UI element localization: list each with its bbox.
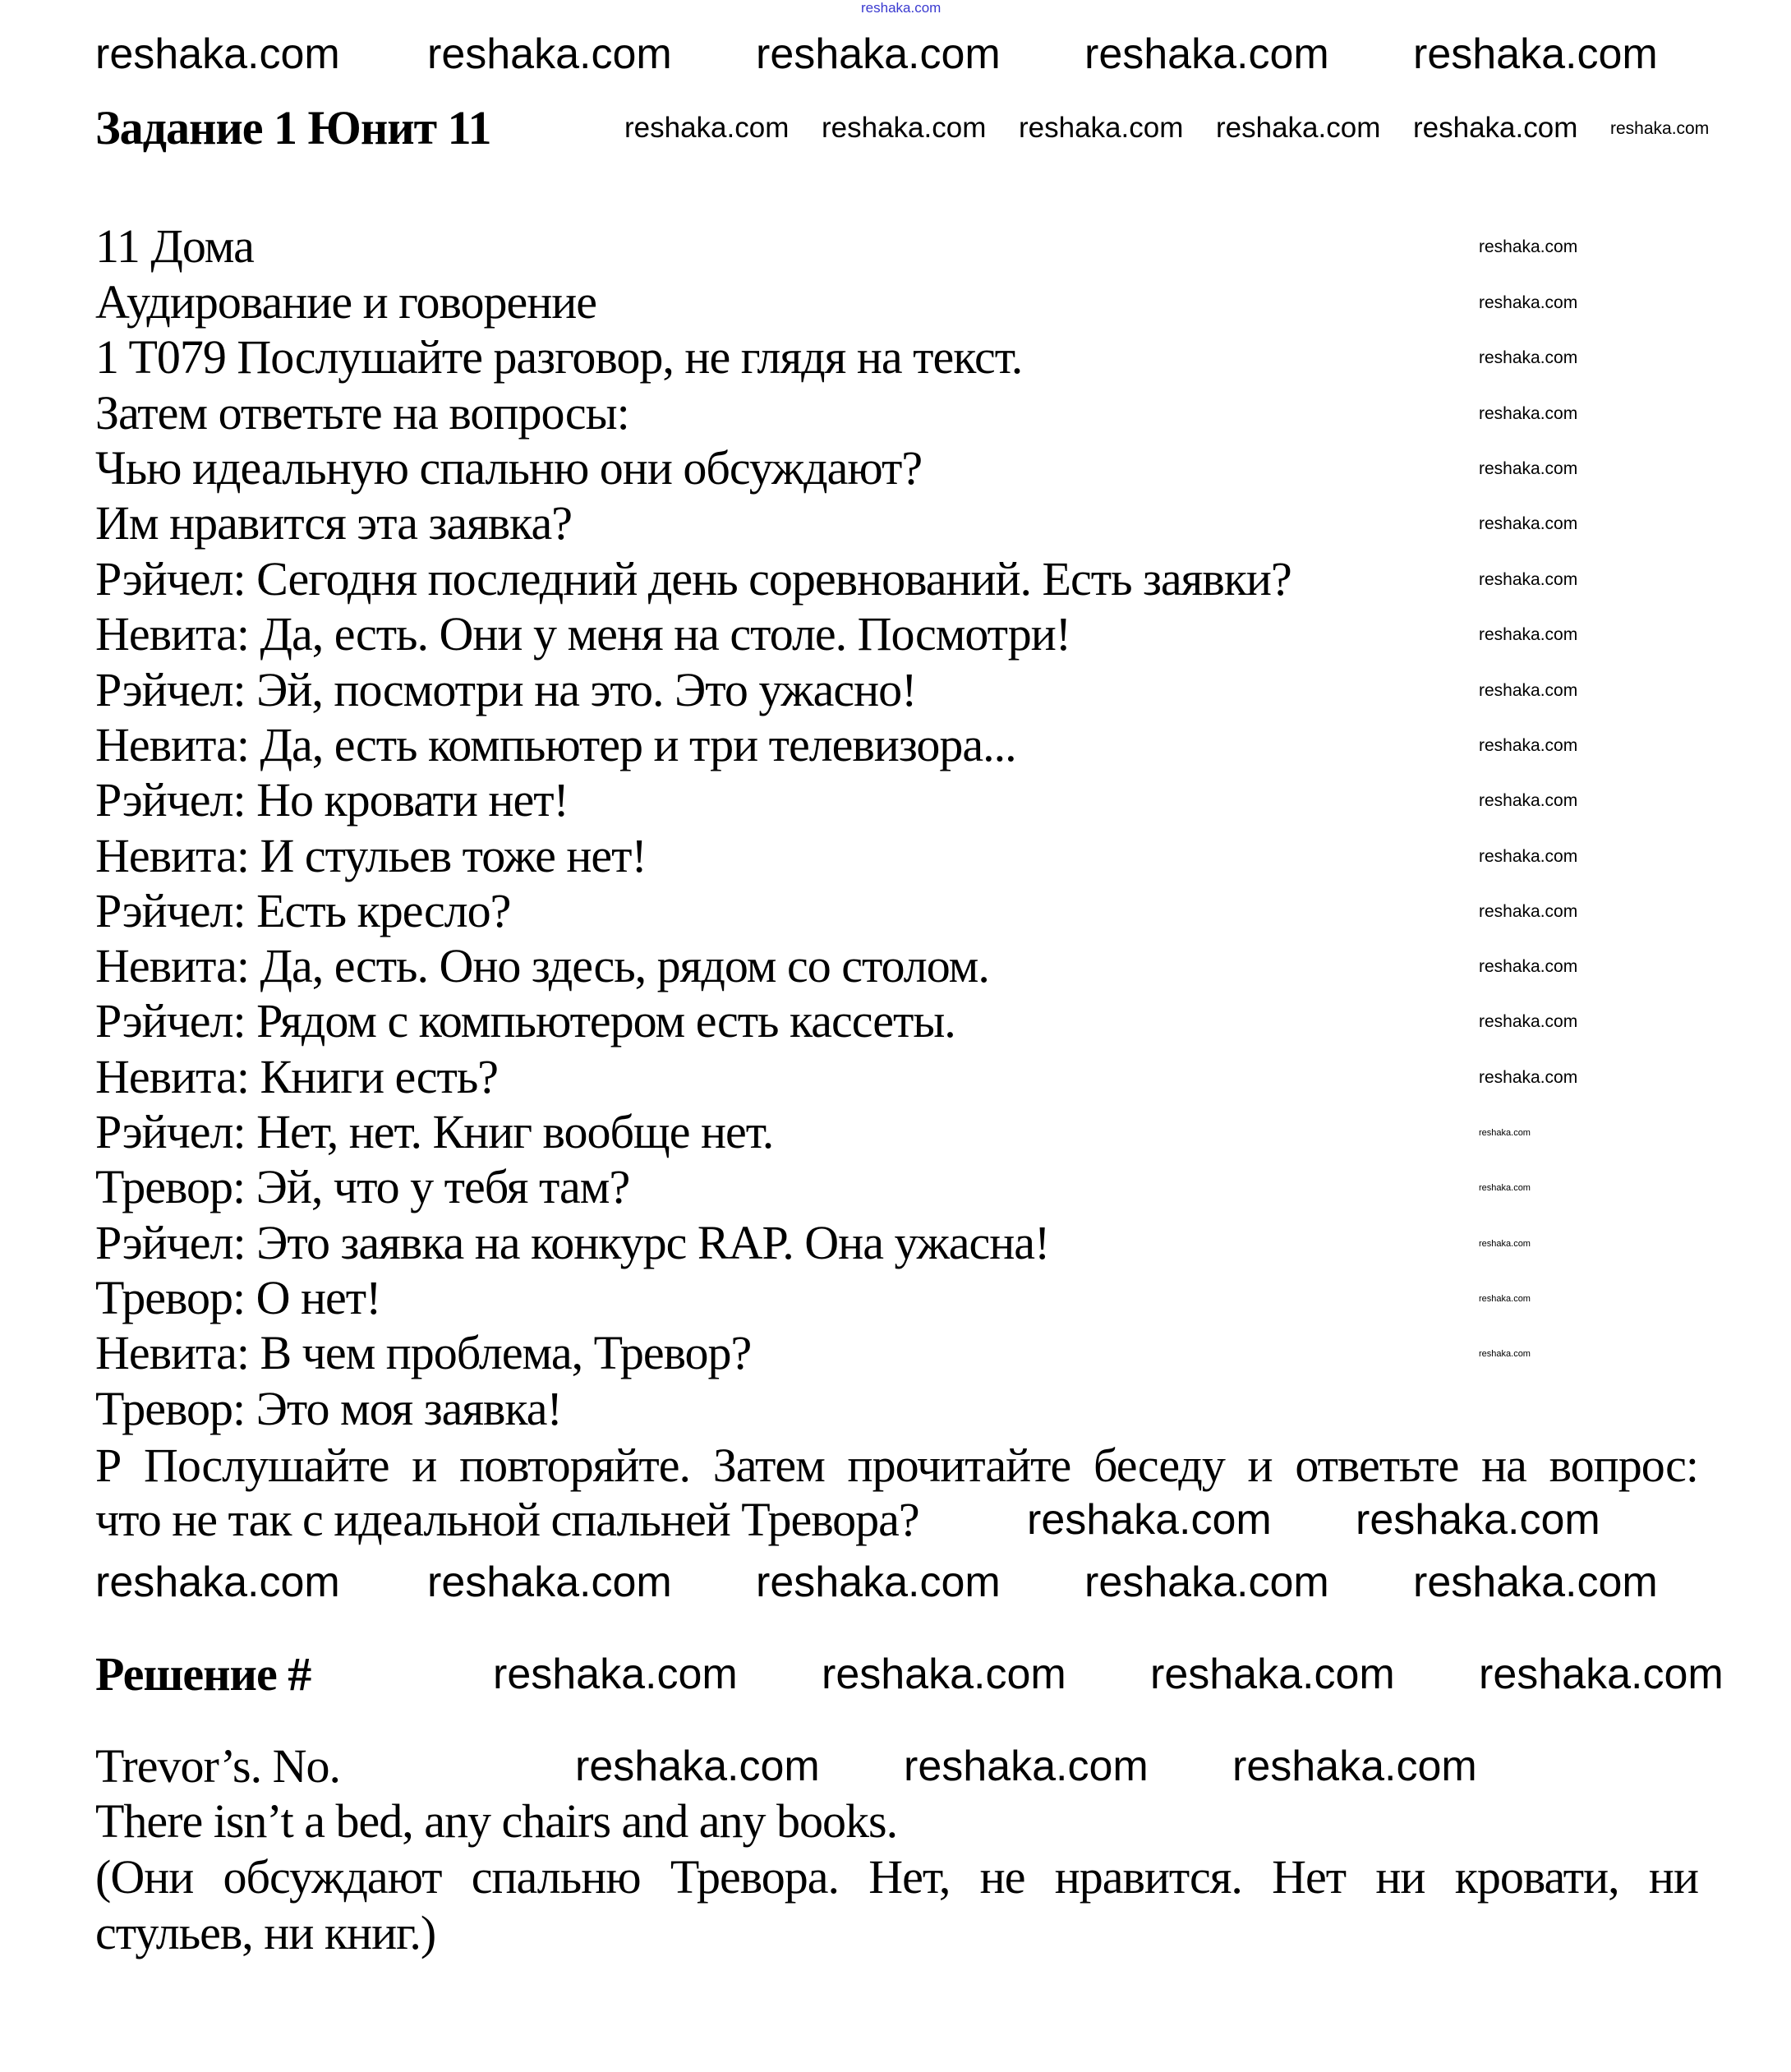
unit-title: 11 Дома bbox=[95, 219, 254, 273]
watermark: reshaka.com bbox=[904, 1743, 1149, 1790]
watermark: reshaka.com bbox=[575, 1743, 820, 1790]
answer-line: There isn’t a bed, any chairs and any books. bbox=[95, 1794, 898, 1848]
watermark-top: reshaka.com bbox=[861, 0, 942, 16]
watermark: reshaka.com bbox=[822, 1651, 1066, 1698]
page-title: Задание 1 Юнит 11 bbox=[95, 101, 491, 154]
watermark: reshaka.com bbox=[1084, 30, 1329, 78]
watermark: reshaka.com bbox=[1479, 1349, 1531, 1359]
dialogue-line: Тревор: Это моя заявка! bbox=[95, 1381, 562, 1435]
watermark: reshaka.com bbox=[1413, 30, 1658, 78]
watermark: reshaka.com bbox=[1479, 1183, 1531, 1193]
watermark: reshaka.com bbox=[1027, 1496, 1272, 1544]
dialogue-line: Рэйчел: Эй, посмотри на это. Это ужасно! bbox=[95, 662, 917, 716]
watermark: reshaka.com bbox=[427, 1559, 672, 1606]
watermark: reshaka.com bbox=[1479, 1068, 1578, 1087]
dialogue-line: Рэйчел: Сегодня последний день соревнований. Есть заявки? bbox=[95, 552, 1291, 605]
watermark: reshaka.com bbox=[1479, 736, 1578, 755]
dialogue-line: Невита: В чем проблема, Тревор? bbox=[95, 1326, 752, 1380]
watermark: reshaka.com bbox=[1150, 1651, 1395, 1698]
watermark: reshaka.com bbox=[1413, 1559, 1658, 1606]
watermark: reshaka.com bbox=[756, 30, 1001, 78]
watermark: reshaka.com bbox=[1479, 348, 1578, 367]
answer-line: Trevor’s. No. bbox=[95, 1739, 340, 1793]
watermark: reshaka.com bbox=[1610, 119, 1710, 138]
dialogue-line: Невита: И стульев тоже нет! bbox=[95, 828, 647, 882]
section-title: Аудирование и говорение bbox=[95, 275, 597, 329]
watermark: reshaka.com bbox=[1232, 1743, 1477, 1790]
watermark: reshaka.com bbox=[624, 112, 790, 144]
watermark: reshaka.com bbox=[1216, 112, 1381, 144]
watermark: reshaka.com bbox=[1084, 1559, 1329, 1606]
question: Им нравится эта заявка? bbox=[95, 496, 572, 550]
instruction-line: 1 T079 Послушайте разговор, не глядя на текст. bbox=[95, 330, 1023, 384]
watermark: reshaka.com bbox=[1479, 957, 1578, 976]
dialogue-line: Рэйчел: Есть кресло? bbox=[95, 883, 511, 937]
answer-line: (Они обсуждают спальню Тревора. Нет, не нравится. Нет ни кровати, ни bbox=[95, 1850, 1698, 1904]
watermark: reshaka.com bbox=[1479, 514, 1578, 533]
watermark: reshaka.com bbox=[1479, 1651, 1724, 1698]
watermark: reshaka.com bbox=[1479, 1012, 1578, 1031]
task-line: что не так с идеальной спальней Тревора? bbox=[95, 1493, 919, 1546]
watermark: reshaka.com bbox=[1479, 847, 1578, 866]
watermark: reshaka.com bbox=[1479, 791, 1578, 810]
dialogue-line: Невита: Да, есть. Оно здесь, рядом со столом. bbox=[95, 939, 989, 993]
watermark: reshaka.com bbox=[1479, 902, 1578, 921]
task-line: Р Послушайте и повторяйте. Затем прочитайте беседу и ответьте на вопрос: bbox=[95, 1439, 1698, 1492]
watermark: reshaka.com bbox=[1479, 459, 1578, 478]
watermark: reshaka.com bbox=[95, 1559, 340, 1606]
dialogue-line: Рэйчел: Но кровати нет! bbox=[95, 773, 569, 827]
watermark: reshaka.com bbox=[1479, 293, 1578, 312]
watermark: reshaka.com bbox=[1479, 237, 1578, 256]
watermark: reshaka.com bbox=[1479, 570, 1578, 589]
watermark: reshaka.com bbox=[756, 1559, 1001, 1606]
watermark: reshaka.com bbox=[1413, 112, 1578, 144]
dialogue-line: Невита: Да, есть компьютер и три телевизора... bbox=[95, 717, 1016, 771]
dialogue-line: Рэйчел: Это заявка на конкурс RAP. Она ужасна! bbox=[95, 1215, 1050, 1269]
watermark: reshaka.com bbox=[1479, 1294, 1531, 1304]
instruction-line: Затем ответьте на вопросы: bbox=[95, 386, 629, 440]
watermark: reshaka.com bbox=[427, 30, 672, 78]
watermark: reshaka.com bbox=[1479, 404, 1578, 423]
question: Чью идеальную спальню они обсуждают? bbox=[95, 441, 923, 495]
watermark: reshaka.com bbox=[1479, 1128, 1531, 1138]
dialogue-line: Невита: Книги есть? bbox=[95, 1049, 499, 1103]
dialogue-line: Тревор: О нет! bbox=[95, 1270, 381, 1324]
watermark: reshaka.com bbox=[1479, 681, 1578, 700]
watermark: reshaka.com bbox=[95, 30, 340, 78]
dialogue-line: Невита: Да, есть. Они у меня на столе. Посмотри! bbox=[95, 607, 1071, 661]
solution-heading: Решение # bbox=[95, 1647, 311, 1701]
watermark: reshaka.com bbox=[1479, 625, 1578, 644]
dialogue-line: Тревор: Эй, что у тебя там? bbox=[95, 1160, 630, 1214]
watermark: reshaka.com bbox=[1019, 112, 1184, 144]
watermark: reshaka.com bbox=[1479, 1239, 1531, 1249]
dialogue-line: Рэйчел: Нет, нет. Книг вообще нет. bbox=[95, 1105, 774, 1158]
watermark: reshaka.com bbox=[822, 112, 987, 144]
answer-line: стульев, ни книг.) bbox=[95, 1906, 436, 1959]
dialogue-line: Рэйчел: Рядом с компьютером есть кассеты. bbox=[95, 994, 955, 1048]
watermark: reshaka.com bbox=[1356, 1496, 1600, 1544]
watermark: reshaka.com bbox=[493, 1651, 738, 1698]
